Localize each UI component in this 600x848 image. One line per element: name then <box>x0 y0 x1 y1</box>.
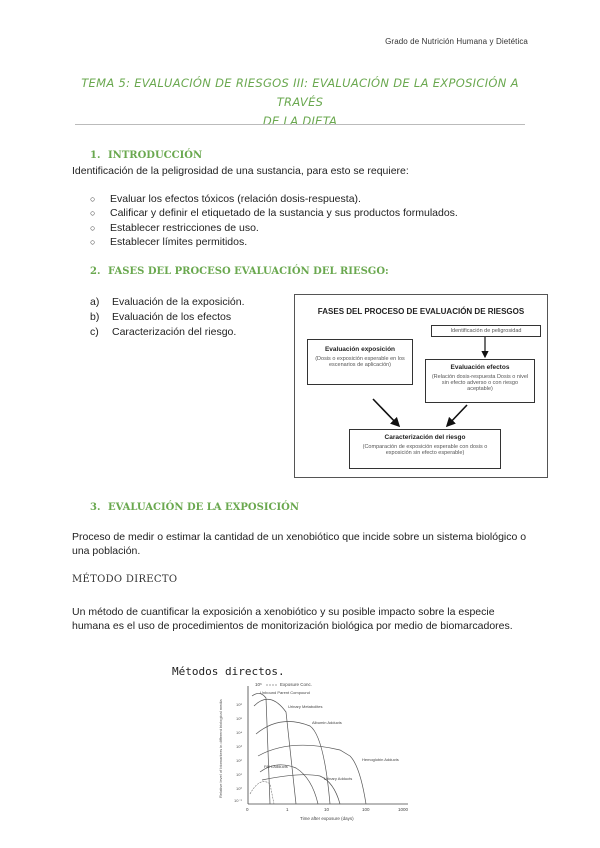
y-tick-label: 10³ <box>236 744 242 749</box>
section-3-number: 3. <box>90 502 101 513</box>
risk-phases-figure <box>294 294 548 478</box>
effects-title: Evaluación efectos <box>450 364 510 371</box>
y-tick-label: 10⁴ <box>236 730 243 735</box>
curve-urinary-metabolites <box>254 699 296 804</box>
chart-legend: Exposure Conc. <box>280 682 313 687</box>
y-tick-label: 10⁵ <box>236 716 243 721</box>
x-tick-label: 0 <box>246 807 249 812</box>
curve-label: Albumin Adducts <box>312 720 342 725</box>
list-item: c) Caracterización del riesgo. <box>90 326 237 338</box>
y-tick-label: 10² <box>236 758 242 763</box>
title-line-1: TEMA 5: EVALUACIÓN DE RIESGOS III: EVALUACIÓN DE LA EXPOSICIÓN A TRAVÉS <box>81 76 519 109</box>
section-2-heading <box>90 266 389 277</box>
course-header: Grado de Nutrición Humana y Dietética <box>385 37 528 46</box>
section-1-heading <box>90 150 202 161</box>
figure-arrows <box>295 295 547 477</box>
section-2-title: FASES DEL PROCESO EVALUACIÓN DEL RIESGO: <box>108 266 389 277</box>
x-tick-label: 10 <box>324 807 330 812</box>
curve-label: Urinary Metabolites <box>288 704 323 709</box>
y-axis-label: Relative level of biomarkers in different biological media <box>218 699 223 798</box>
y-tick-label: 10⁻¹ <box>234 798 242 803</box>
arrow-effects-to-risk <box>447 405 467 426</box>
curve-label: Hemoglobin Adducts <box>362 757 399 762</box>
section-2-number: 2. <box>90 266 101 277</box>
chart-ytick-top: 10⁶ <box>255 682 262 687</box>
section-1-title: INTRODUCCIÓN <box>108 150 203 161</box>
phases-list <box>90 295 290 340</box>
identification-box: Identificación de peligrosidad <box>431 325 541 337</box>
exposure-title: Evaluación exposición <box>324 346 396 353</box>
curve-exposure <box>250 782 274 804</box>
section-3-paragraph-2: Un método de cuantificar la exposición a xenobiótico y su posible impacto sobre la especie humana es el uso de procedimientos de monitorización biológica por medio de biomarcadores. <box>72 606 513 632</box>
effects-text: (Relación dosis-respuesta Dosis o nivel sin efecto adverso o con riesgo aceptable) <box>431 374 529 392</box>
y-tick-label: 10⁰ <box>236 786 243 791</box>
curve-label: Unbound Parent Compound <box>260 690 310 695</box>
y-tick-label: 10⁶ <box>236 702 243 707</box>
x-tick-label: 100 <box>362 807 370 812</box>
list-item: a) Evaluación de la exposición. <box>90 296 245 308</box>
title-line-2: DE LA DIETA <box>262 114 338 128</box>
list-item: ○ Establecer límites permitidos. <box>90 235 530 249</box>
risk-text: (Comparación de exposición esperable con dosis o exposición sin efecto esperable) <box>362 444 488 456</box>
x-axis-label: Time after exposure (days) <box>300 816 354 821</box>
section-3-paragraph: Proceso de medir o estimar la cantidad de un xenobiótico que incide sobre un sistema biológico o una población. <box>72 531 527 557</box>
requirements-list <box>90 192 530 249</box>
section-1-intro: Identificación de la peligrosidad de una sustancia, para esto se requiere: <box>72 165 409 177</box>
curve-label: Urinary Adducts <box>324 776 353 781</box>
list-item: ○ Evaluar los efectos tóxicos (relación dosis-respuesta). <box>90 192 530 206</box>
curve-label: PAH-Adducts <box>264 764 288 769</box>
list-item: ○ Establecer restricciones de uso. <box>90 221 530 235</box>
arrow-exposure-to-risk <box>373 399 399 426</box>
document-title <box>60 74 540 131</box>
list-item: ○ Calificar y definir el etiquetado de la sustancia y sus productos formulados. <box>90 206 530 220</box>
section-3-heading <box>90 502 299 513</box>
chart-title: Métodos directos. <box>172 665 285 678</box>
x-tick-label: 1 <box>286 807 289 812</box>
list-item: b) Evaluación de los efectos <box>90 311 232 323</box>
x-tick-label: 1000 <box>398 807 409 812</box>
exposure-text: (Dosis o exposición esperable en los escenarios de aplicación) <box>315 356 405 368</box>
figure-title: FASES DEL PROCESO DE EVALUACIÓN DE RIESGOS <box>317 307 525 316</box>
biomarker-chart <box>200 676 430 824</box>
direct-method-subheading: MÉTODO DIRECTO <box>72 574 178 585</box>
section-3-title: EVALUACIÓN DE LA EXPOSICIÓN <box>108 502 300 513</box>
section-1-number: 1. <box>90 150 101 161</box>
y-tick-label: 10¹ <box>236 772 242 777</box>
title-divider <box>75 124 525 125</box>
risk-title: Caracterización del riesgo <box>384 434 466 441</box>
